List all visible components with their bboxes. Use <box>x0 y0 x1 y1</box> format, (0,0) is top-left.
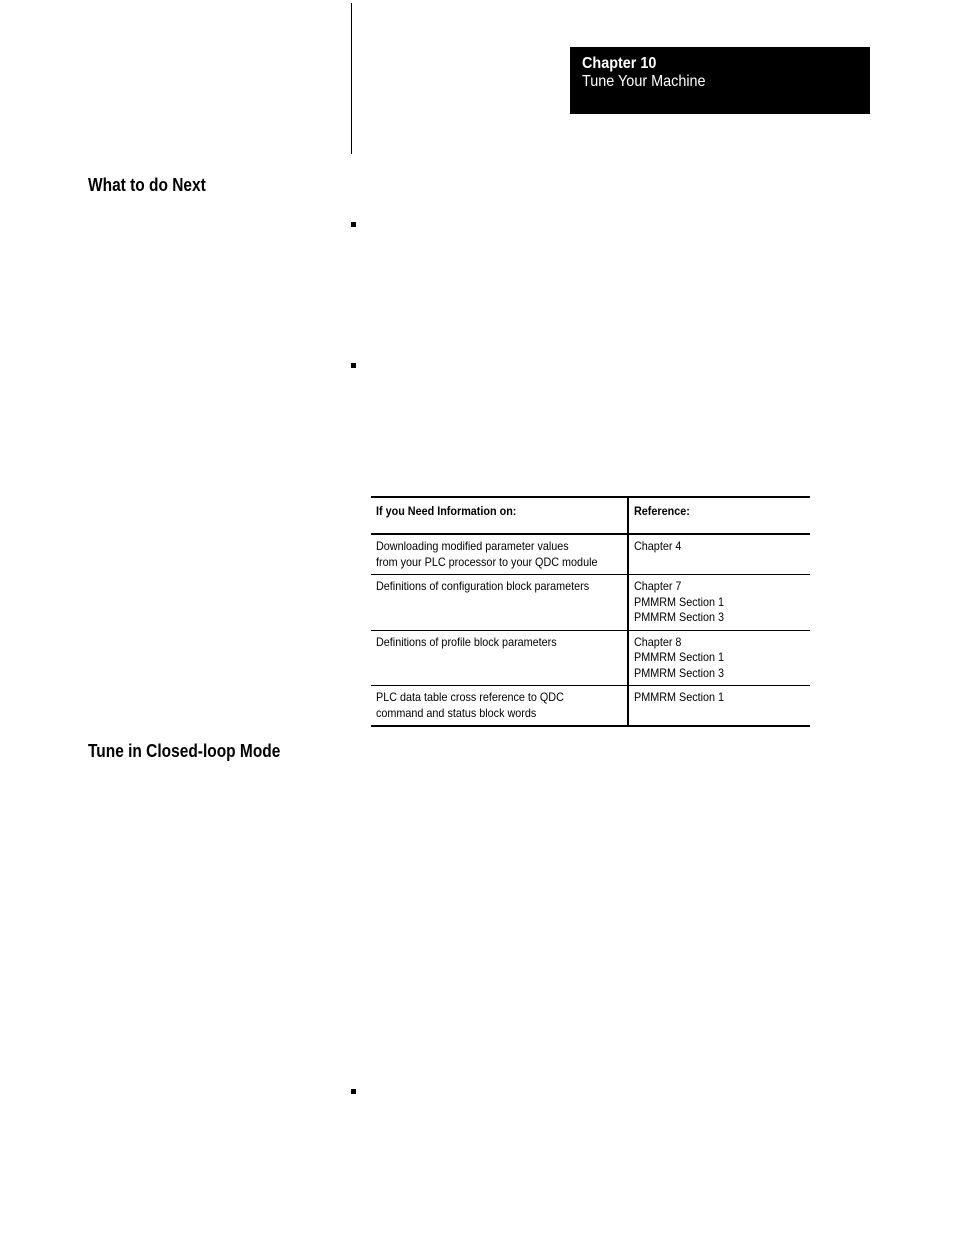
chapter-title: Tune Your Machine <box>582 73 706 90</box>
info-cell: Definitions of configuration block parameters <box>371 575 628 631</box>
chapter-number: Chapter 10 <box>582 55 657 72</box>
table-row <box>371 686 810 727</box>
table-header-row <box>371 497 810 534</box>
bullet-marker <box>351 363 356 368</box>
info-cell: Downloading modified parameter values from your PLC processor to your QDC module <box>371 534 628 575</box>
reference-cell: Chapter 7 PMMRM Section 1 PMMRM Section 3 <box>634 579 725 624</box>
bullet-marker <box>351 1089 356 1094</box>
chapter-header <box>570 47 870 114</box>
info-cell: PLC data table cross reference to QDC command and status block words <box>371 686 628 727</box>
column-header-information: If you Need Information on: <box>371 497 628 534</box>
table-row <box>371 575 810 631</box>
info-cell: Definitions of profile block parameters <box>371 630 628 686</box>
reference-cell: Chapter 4 <box>634 539 682 553</box>
section-heading-closed-loop: Tune in Closed-loop Mode <box>88 741 281 761</box>
reference-cell: Chapter 8 PMMRM Section 1 PMMRM Section 3 <box>634 634 725 680</box>
bullet-marker <box>351 222 356 227</box>
reference-cell: PMMRM Section 1 <box>634 690 725 704</box>
table-row <box>371 534 810 575</box>
section-heading-what-next: What to do Next <box>88 175 206 195</box>
reference-table <box>371 496 810 727</box>
column-header-reference: Reference: <box>634 504 690 518</box>
table-row <box>371 630 810 686</box>
margin-rule <box>351 3 352 154</box>
